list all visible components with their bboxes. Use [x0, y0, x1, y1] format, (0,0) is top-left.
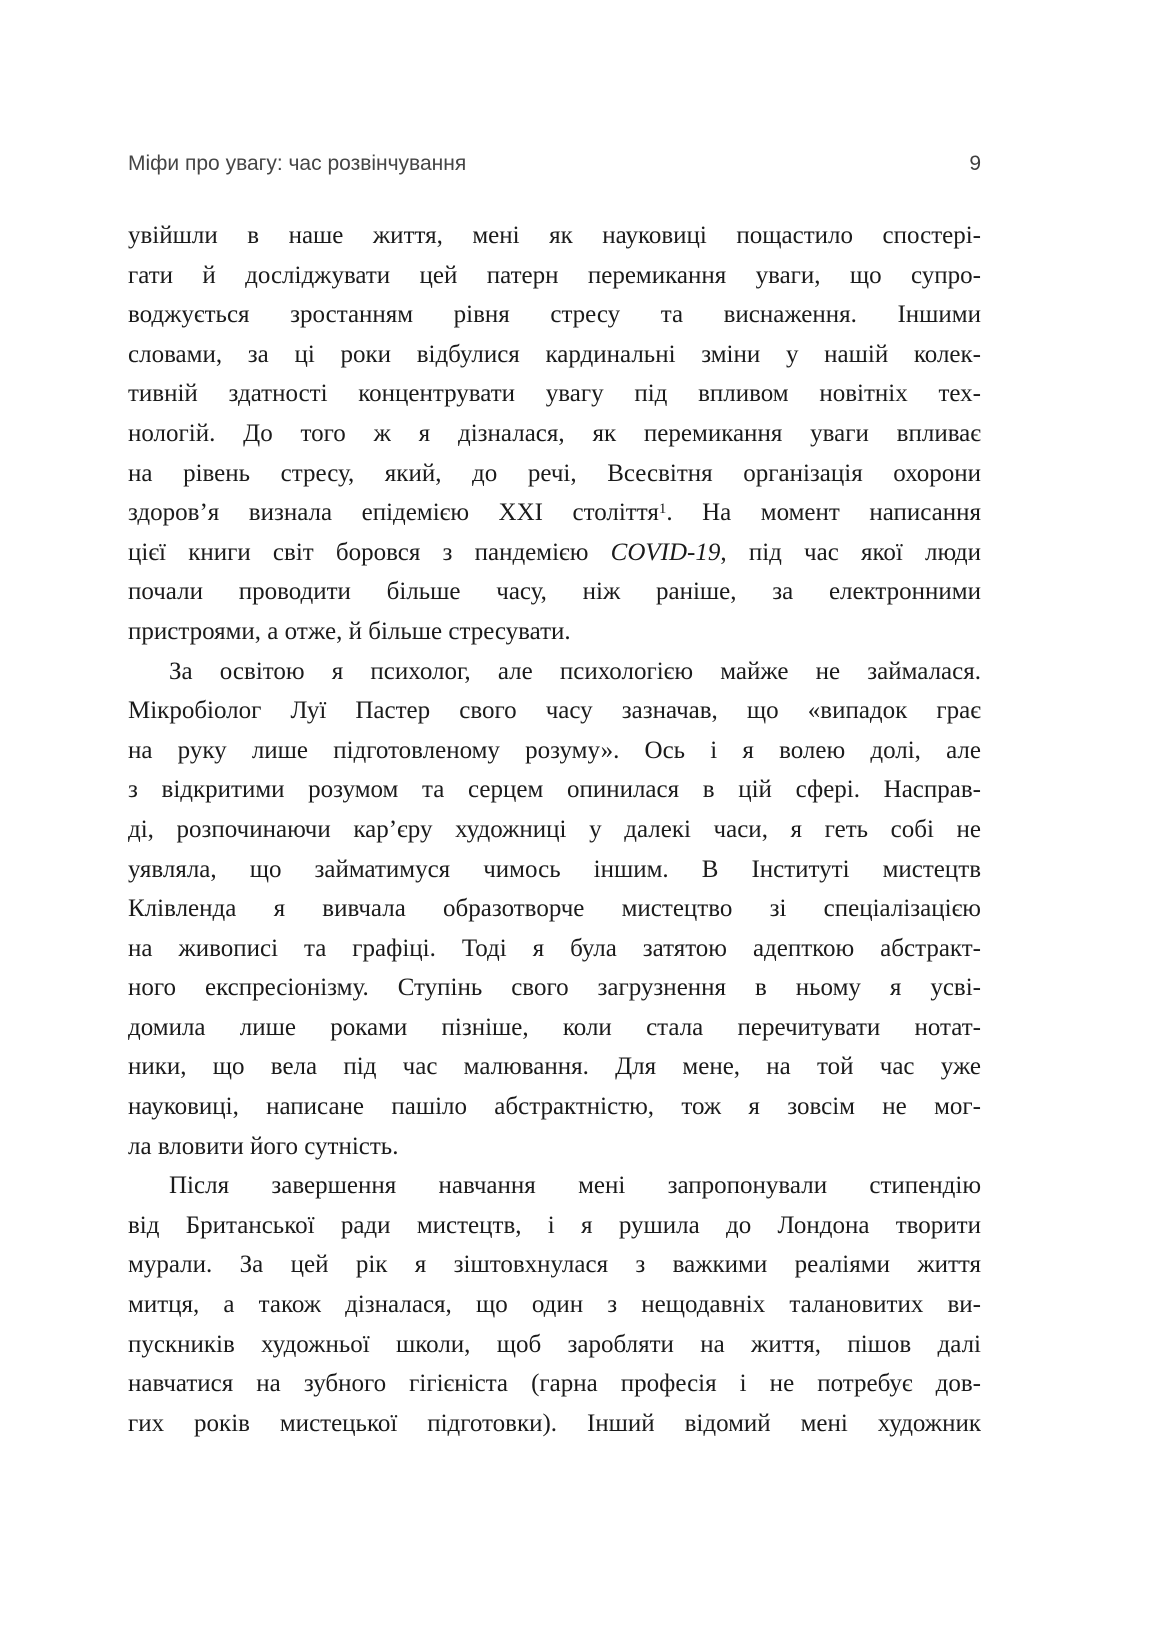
paragraph	[128, 652, 981, 1167]
text-line	[128, 1245, 981, 1285]
text-segment: на рівень стресу, який, до речі, Всесвітня організація охорони	[128, 459, 981, 487]
text-segment: ного експресіонізму. Ступінь свого загрузнення в ньому я усві-	[128, 974, 981, 1002]
text-segment: За освітою я психолог, але психологією майже не займалася.	[169, 657, 981, 685]
text-segment: , під час якої люди	[720, 538, 981, 566]
text-line	[128, 1404, 981, 1444]
text-segment: митця, а також дізналася, що один з нещодавніх талановитих ви-	[128, 1291, 981, 1319]
text-segment: ла вловити його сутність.	[128, 1132, 399, 1160]
text-line	[128, 968, 981, 1008]
paragraph	[128, 216, 981, 652]
text-line	[128, 1127, 981, 1167]
text-line	[128, 295, 981, 335]
text-segment: цієї книги світ боровся з пандемією	[128, 538, 611, 566]
text-segment: уявляла, що займатимуся чимось іншим. В Інституті мистецтв	[128, 855, 981, 883]
text-segment: на руку лише підготовленому розуму». Ось і я волею долі, але	[128, 736, 981, 764]
text-segment: почали проводити більше часу, ніж раніше, за електронними	[128, 578, 981, 606]
text-line	[128, 256, 981, 296]
text-segment: гих років мистецької підготовки). Інший відомий мені художник	[128, 1409, 981, 1437]
text-line	[128, 335, 981, 375]
text-segment: тивній здатності концентрувати увагу під впливом новітніх тех-	[128, 380, 981, 408]
footnote-marker: 1	[658, 501, 667, 518]
text-line	[128, 652, 981, 692]
text-line	[128, 414, 981, 454]
text-line	[128, 454, 981, 494]
text-segment: нологій. До того ж я дізналася, як перемикання уваги впливає	[128, 419, 981, 447]
text-segment: з відкритими розумом та серцем опинилася в цій сфері. Насправ-	[128, 776, 981, 804]
text-line	[128, 1325, 981, 1365]
text-line	[128, 572, 981, 612]
text-segment: . На момент написання	[666, 499, 981, 527]
text-segment: навчатися на зубного гігієніста (гарна професія і не потребує дов-	[128, 1370, 981, 1398]
text-segment: увійшли в наше життя, мені як науковиці пощастило спостері-	[128, 222, 981, 249]
text-line	[128, 889, 981, 929]
text-line	[128, 612, 981, 652]
text-line	[128, 1047, 981, 1087]
text-segment: мурали. За цей рік я зіштовхнулася з важкими реаліями життя	[128, 1251, 981, 1279]
page-number: 9	[969, 152, 981, 175]
text-line	[128, 850, 981, 890]
text-segment: ді, розпочинаючи кар’єру художниці у далекі часи, я геть собі не	[128, 815, 981, 843]
text-line	[128, 1008, 981, 1048]
text-segment: науковиці, написане пашіло абстрактністю, тож я зовсім не мог-	[128, 1093, 981, 1121]
italic-text: COVID-19	[610, 538, 721, 566]
text-segment: на живописі та графіці. Тоді я була затятою адепткою абстракт-	[128, 934, 981, 962]
text-line	[128, 533, 981, 573]
running-head	[128, 151, 981, 176]
text-line	[128, 810, 981, 850]
text-line	[128, 770, 981, 810]
running-head-title: Міфи про увагу: час розвінчування	[128, 152, 467, 175]
text-line	[128, 493, 981, 533]
text-line	[128, 691, 981, 731]
text-segment: Після завершення навчання мені запропонували стипендію	[169, 1172, 981, 1200]
text-segment: словами, за ці роки відбулися кардинальні зміни у нашій колек-	[128, 340, 981, 368]
text-line	[128, 374, 981, 414]
page-text	[128, 216, 981, 1443]
text-line	[128, 1364, 981, 1404]
text-line	[128, 731, 981, 771]
text-segment: пускників художньої школи, щоб заробляти на життя, пішов далі	[128, 1330, 981, 1358]
text-segment: домила лише роками пізніше, коли стала перечитувати нотат-	[128, 1013, 981, 1041]
text-segment: пристроями, а отже, й більше стресувати.	[128, 617, 571, 645]
text-line	[128, 1206, 981, 1246]
text-segment: Клівленда я вивчала образотворче мистецтво зі спеціалізацією	[128, 895, 981, 923]
text-line	[128, 1285, 981, 1325]
text-segment: Мікробіолог Луї Пастер свого часу зазначав, що «випадок грає	[128, 697, 981, 725]
text-line	[128, 1166, 981, 1206]
text-segment: гати й досліджувати цей патерн перемикання уваги, що супро-	[128, 261, 981, 289]
text-line	[128, 1087, 981, 1127]
text-line	[128, 929, 981, 969]
text-segment: воджується зростанням рівня стресу та виснаження. Іншими	[128, 301, 981, 329]
text-segment: здоров’я визнала епідемією XXI століття	[128, 499, 659, 527]
text-segment: ники, що вела під час малювання. Для мене, на той час уже	[128, 1053, 981, 1081]
paragraph	[128, 1166, 981, 1443]
text-segment: від Британської ради мистецтв, і я рушила до Лондона творити	[128, 1211, 981, 1239]
text-line	[128, 216, 981, 256]
